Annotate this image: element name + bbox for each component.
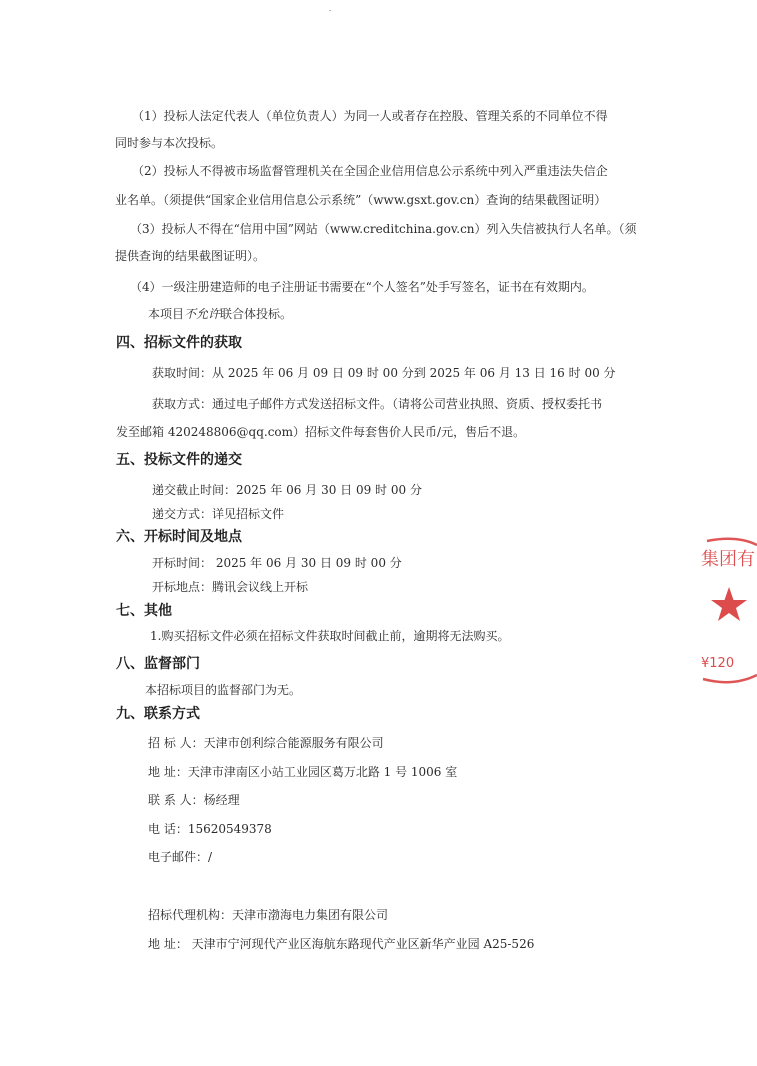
contact-tenderer: 招 标 人：天津市创利综合能源服务有限公司	[148, 736, 384, 750]
section-4-method-line-2: 发至邮箱 420248806@qq.com）招标文件每套售价人民币/元，售后不退。	[116, 425, 526, 439]
requirement-1-line-2: 同时参与本次投标。	[115, 136, 224, 150]
section-4-method-line-1: 获取方式：通过电子邮件方式发送招标文件。（请将公司营业执照、资质、授权委托书	[152, 397, 603, 411]
consortium-prefix: 本项目	[148, 307, 185, 321]
section-4-heading: 四、招标文件的获取	[116, 335, 242, 351]
seal-star	[711, 587, 747, 621]
consortium-italic: 不允许	[184, 307, 221, 321]
seal-graphic	[697, 535, 757, 685]
requirement-1-line-1: （1）投标人法定代表人（单位负责人）为同一人或者存在控股、管理关系的不同单位不得	[132, 109, 608, 123]
contact-address: 地 址：天津市津南区小站工业园区葛万北路 1 号 1006 室	[148, 765, 458, 779]
requirement-2-line-1: （2）投标人不得被市场监督管理机关在全国企业信用信息公示系统中列入严重违法失信企	[132, 164, 608, 178]
contact-phone: 电 话：15620549378	[148, 822, 272, 836]
section-6-place: 开标地点：腾讯会议线上开标	[152, 580, 309, 594]
requirement-3-line-1: （3）投标人不得在“信用中国”网站（www.creditchina.gov.cn）列入失信被执行人名单。（须	[130, 222, 637, 236]
section-6-time: 开标时间： 2025 年 06 月 30 日 09 时 00 分	[152, 556, 402, 570]
section-8-text: 本招标项目的监督部门为无。	[145, 683, 302, 697]
section-6-heading: 六、开标时间及地点	[116, 529, 242, 545]
contact-agency: 招标代理机构：天津市渤海电力集团有限公司	[148, 908, 389, 922]
seal-text-top: 集团有	[701, 549, 755, 570]
scan-speck	[329, 10, 331, 11]
section-8-heading: 八、监督部门	[116, 656, 200, 672]
section-9-heading: 九、联系方式	[116, 706, 200, 722]
section-4-time: 获取时间：从 2025 年 06 月 09 日 09 时 00 分到 2025 年 06 月 13 日 16 时 00 分	[152, 366, 616, 380]
section-5-method: 递交方式：详见招标文件	[152, 507, 285, 521]
requirement-3-line-2: 提供查询的结果截图证明）。	[115, 249, 266, 263]
company-seal	[697, 535, 757, 685]
section-7-heading: 七、其他	[116, 603, 172, 619]
contact-email: 电子邮件：/	[148, 850, 213, 864]
consortium-suffix: 联合体投标。	[220, 307, 293, 321]
requirement-2-line-2: 业名单。（须提供“国家企业信用信息公示系统”（www.gsxt.gov.cn）查询的结果截图证明）	[115, 193, 607, 207]
consortium-note	[148, 306, 292, 322]
section-5-deadline: 递交截止时间：2025 年 06 月 30 日 09 时 00 分	[152, 483, 422, 497]
contact-person: 联 系 人：杨经理	[148, 793, 240, 807]
seal-text-bottom: ¥120	[701, 656, 735, 671]
section-7-item-1: 1.购买招标文件必须在招标文件获取时间截止前，逾期将无法购买。	[150, 629, 510, 643]
contact-agency-address: 地 址： 天津市宁河现代产业区海航东路现代产业区新华产业园 A25-526	[148, 937, 535, 951]
section-5-heading: 五、投标文件的递交	[116, 452, 242, 468]
requirement-4: （4）一级注册建造师的电子注册证书需要在“个人签名”处手写签名，证书在有效期内。	[130, 280, 594, 294]
